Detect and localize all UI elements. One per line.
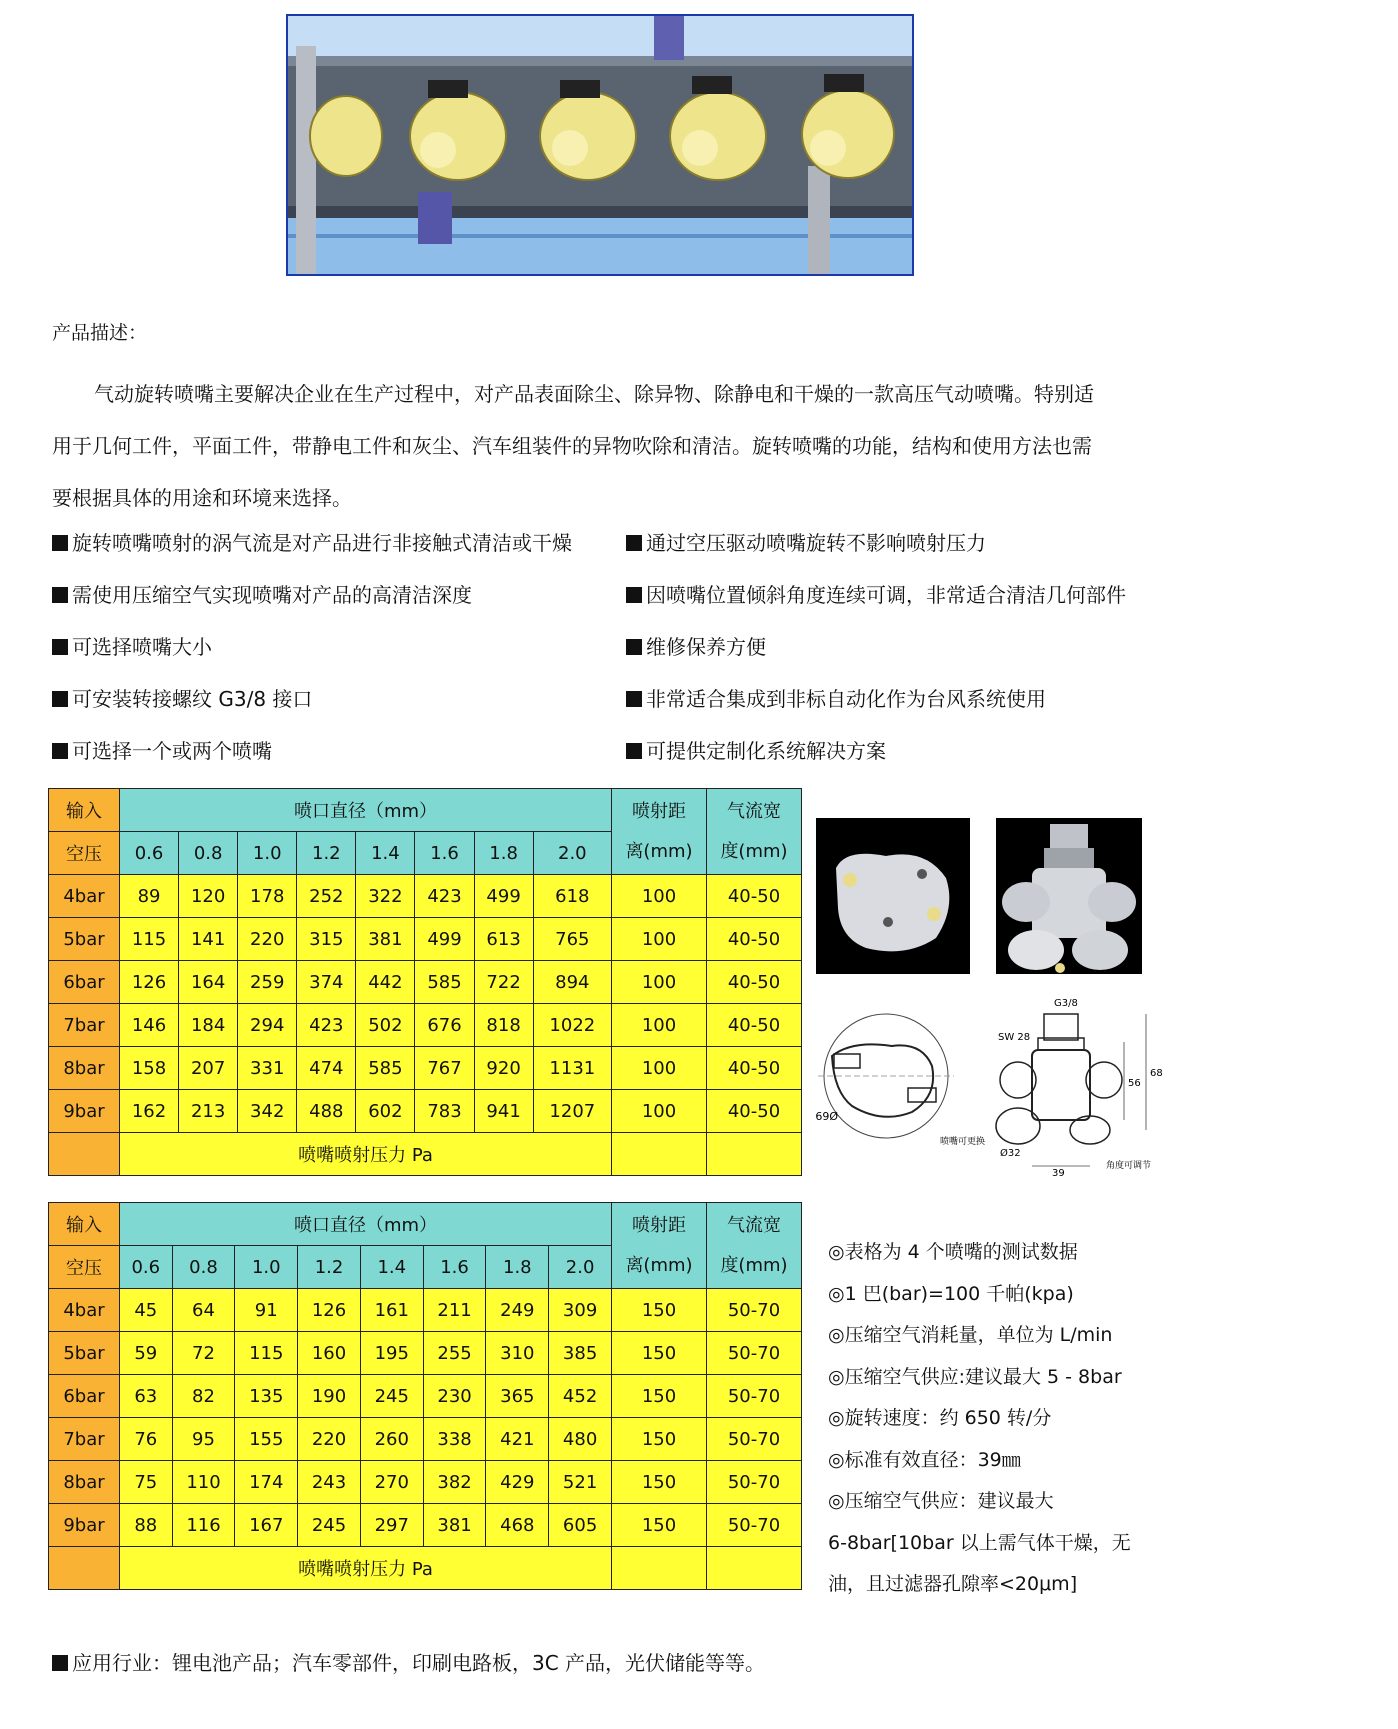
hero-illustration [286, 14, 914, 276]
feature-item: 可选择一个或两个喷嘴 [52, 738, 272, 764]
value-cell: 270 [360, 1461, 423, 1504]
footer-blank-cell [49, 1547, 120, 1590]
value-cell: 1131 [533, 1047, 611, 1090]
width-cell: 40-50 [707, 1047, 802, 1090]
value-cell: 676 [415, 1004, 474, 1047]
input-header: 输入 [49, 1203, 120, 1246]
value-cell: 429 [486, 1461, 549, 1504]
value-cell: 452 [549, 1375, 612, 1418]
note-item: 油，且过滤器孔隙率<20μm] [828, 1573, 1078, 1595]
diameter-cell: 1.8 [486, 1246, 549, 1289]
value-cell: 894 [533, 961, 611, 1004]
value-cell: 618 [533, 875, 611, 918]
value-cell: 75 [120, 1461, 173, 1504]
note-item: ◎1 巴(bar)=100 千帕(kpa) [828, 1282, 1074, 1305]
distance-cell: 100 [612, 961, 707, 1004]
value-cell: 1022 [533, 1004, 611, 1047]
input-header: 空压 [49, 832, 120, 875]
diameter-cell: 0.8 [179, 832, 238, 875]
distance-cell: 100 [612, 1090, 707, 1133]
distance-cell: 100 [612, 918, 707, 961]
diameter-cell: 1.0 [235, 1246, 298, 1289]
value-cell: 252 [297, 875, 356, 918]
pressure-cell: 4bar [49, 875, 120, 918]
diameter-cell: 1.2 [298, 1246, 361, 1289]
top-view-drawing [812, 996, 960, 1146]
value-cell: 120 [179, 875, 238, 918]
pressure-cell: 6bar [49, 1375, 120, 1418]
feature-item: 维修保养方便 [626, 634, 766, 660]
note-item: ◎标准有效直径：39㎜ [828, 1448, 1021, 1471]
dia-69-label: Ø69 [815, 1109, 838, 1122]
diameter-header: 喷口直径（mm） [120, 789, 612, 832]
value-cell: 365 [486, 1375, 549, 1418]
width-cell: 50-70 [707, 1461, 802, 1504]
distance-cell: 100 [612, 875, 707, 918]
value-cell: 374 [297, 961, 356, 1004]
distance-header: 喷射距 离(mm) [612, 1203, 707, 1289]
square-bullet-icon [52, 743, 68, 759]
value-cell: 521 [549, 1461, 612, 1504]
value-cell: 818 [474, 1004, 533, 1047]
nozzle-photo-front [996, 818, 1142, 974]
value-cell: 178 [238, 875, 297, 918]
value-cell: 783 [415, 1090, 474, 1133]
width-cell: 40-50 [707, 1090, 802, 1133]
value-cell: 322 [356, 875, 415, 918]
value-cell: 126 [298, 1289, 361, 1332]
distance-cell: 150 [612, 1375, 707, 1418]
pressure-cell: 9bar [49, 1504, 120, 1547]
footer-label: 喷嘴喷射压力 Pa [120, 1547, 612, 1590]
thread-label: G3/8 [1054, 998, 1078, 1009]
value-cell: 585 [356, 1047, 415, 1090]
value-cell: 161 [360, 1289, 423, 1332]
table-row [49, 1047, 802, 1090]
value-cell: 230 [423, 1375, 486, 1418]
value-cell: 767 [415, 1047, 474, 1090]
distance-cell: 150 [612, 1332, 707, 1375]
height-68-label: 68 [1150, 1068, 1163, 1079]
distance-header: 喷射距 离(mm) [612, 789, 707, 875]
note-item: ◎表格为 4 个喷嘴的测试数据 [828, 1241, 1078, 1263]
pressure-cell: 6bar [49, 961, 120, 1004]
pressure-table-1 [48, 788, 802, 1176]
value-cell: 260 [360, 1418, 423, 1461]
width-header: 气流宽 度(mm) [707, 789, 802, 875]
input-header: 空压 [49, 1246, 120, 1289]
square-bullet-icon [52, 1655, 68, 1671]
note-item: ◎旋转速度：约 650 转/分 [828, 1407, 1052, 1429]
value-cell: 259 [238, 961, 297, 1004]
value-cell: 421 [486, 1418, 549, 1461]
pressure-cell: 4bar [49, 1289, 120, 1332]
table-row [49, 1418, 802, 1461]
square-bullet-icon [52, 691, 68, 707]
value-cell: 605 [549, 1504, 612, 1547]
value-cell: 220 [298, 1418, 361, 1461]
nozzle-array-illustration [288, 16, 912, 274]
value-cell: 502 [356, 1004, 415, 1047]
feature-item: 非常适合集成到非标自动化作为台风系统使用 [626, 686, 1046, 712]
value-cell: 613 [474, 918, 533, 961]
dia-32-label: Ø32 [1000, 1148, 1021, 1159]
description-line: 用于几何工件，平面工件，带静电工件和灰尘、汽车组装件的异物吹除和清洁。旋转喷嘴的功能，结构和使用方法也需 [52, 434, 1092, 458]
diameter-cell: 2.0 [533, 832, 611, 875]
diameter-cell: 0.6 [120, 1246, 173, 1289]
value-cell: 72 [172, 1332, 235, 1375]
value-cell: 920 [474, 1047, 533, 1090]
diameter-cell: 1.0 [238, 832, 297, 875]
note-item: 6-8bar[10bar 以上需气体干燥，无 [828, 1531, 1131, 1554]
value-cell: 89 [120, 875, 179, 918]
value-cell: 126 [120, 961, 179, 1004]
footer-blank-cell [612, 1547, 707, 1590]
table-row [49, 1004, 802, 1047]
table-row [49, 1375, 802, 1418]
value-cell: 243 [298, 1461, 361, 1504]
value-cell: 488 [297, 1090, 356, 1133]
section-title: 产品描述： [52, 322, 148, 344]
value-cell: 190 [298, 1375, 361, 1418]
feature-item: 可提供定制化系统解决方案 [626, 738, 886, 764]
feature-item: 可选择喷嘴大小 [52, 634, 212, 660]
value-cell: 941 [474, 1090, 533, 1133]
diameter-header: 喷口直径（mm） [120, 1203, 612, 1246]
value-cell: 722 [474, 961, 533, 1004]
table-row [49, 1461, 802, 1504]
diameter-cell: 1.4 [356, 832, 415, 875]
value-cell: 602 [356, 1090, 415, 1133]
value-cell: 95 [172, 1418, 235, 1461]
diameter-cell: 1.2 [297, 832, 356, 875]
note-item: ◎压缩空气消耗量，单位为 L/min [828, 1324, 1113, 1346]
distance-cell: 150 [612, 1504, 707, 1547]
diameter-cell: 1.6 [423, 1246, 486, 1289]
value-cell: 45 [120, 1289, 173, 1332]
value-cell: 135 [235, 1375, 298, 1418]
diameter-cell: 0.6 [120, 832, 179, 875]
application-line: 应用行业：锂电池产品；汽车零部件，印刷电路板，3C 产品，光伏储能等等。 [52, 1650, 765, 1676]
value-cell: 115 [235, 1332, 298, 1375]
pressure-table-2 [48, 1202, 802, 1590]
square-bullet-icon [52, 587, 68, 603]
width-cell: 40-50 [707, 1004, 802, 1047]
value-cell: 423 [415, 875, 474, 918]
value-cell: 338 [423, 1418, 486, 1461]
diameter-cell: 0.8 [172, 1246, 235, 1289]
pressure-cell: 5bar [49, 918, 120, 961]
value-cell: 141 [179, 918, 238, 961]
value-cell: 116 [172, 1504, 235, 1547]
table-row [49, 1090, 802, 1133]
value-cell: 423 [297, 1004, 356, 1047]
value-cell: 381 [423, 1504, 486, 1547]
square-bullet-icon [626, 691, 642, 707]
value-cell: 184 [179, 1004, 238, 1047]
footer-blank-cell [707, 1133, 802, 1176]
note-item: ◎压缩空气供应：建议最大 [828, 1490, 1054, 1512]
value-cell: 245 [360, 1375, 423, 1418]
value-cell: 155 [235, 1418, 298, 1461]
value-cell: 315 [297, 918, 356, 961]
note-adjustable-label: 角度可调节 [1106, 1161, 1152, 1171]
note-item: ◎压缩空气供应:建议最大 5 - 8bar [828, 1365, 1122, 1388]
side-view-drawing [940, 990, 1180, 1176]
value-cell: 294 [238, 1004, 297, 1047]
value-cell: 146 [120, 1004, 179, 1047]
width-cell: 50-70 [707, 1289, 802, 1332]
width-cell: 50-70 [707, 1504, 802, 1547]
value-cell: 1207 [533, 1090, 611, 1133]
diameter-cell: 1.6 [415, 832, 474, 875]
product-description [52, 368, 1182, 524]
pressure-cell: 9bar [49, 1090, 120, 1133]
input-header: 输入 [49, 789, 120, 832]
value-cell: 160 [298, 1332, 361, 1375]
value-cell: 342 [238, 1090, 297, 1133]
value-cell: 91 [235, 1289, 298, 1332]
value-cell: 213 [179, 1090, 238, 1133]
table-row [49, 1289, 802, 1332]
value-cell: 207 [179, 1047, 238, 1090]
value-cell: 195 [360, 1332, 423, 1375]
value-cell: 76 [120, 1418, 173, 1461]
table-row [49, 875, 802, 918]
value-cell: 249 [486, 1289, 549, 1332]
value-cell: 385 [549, 1332, 612, 1375]
value-cell: 585 [415, 961, 474, 1004]
distance-cell: 100 [612, 1004, 707, 1047]
footer-label: 喷嘴喷射压力 Pa [120, 1133, 612, 1176]
table-row [49, 961, 802, 1004]
height-56-label: 56 [1128, 1078, 1141, 1089]
value-cell: 211 [423, 1289, 486, 1332]
value-cell: 381 [356, 918, 415, 961]
value-cell: 297 [360, 1504, 423, 1547]
footer-blank-cell [49, 1133, 120, 1176]
value-cell: 63 [120, 1375, 173, 1418]
width-39-label: 39 [1052, 1168, 1065, 1176]
value-cell: 382 [423, 1461, 486, 1504]
square-bullet-icon [52, 535, 68, 551]
wrench-label: SW 28 [998, 1032, 1031, 1043]
square-bullet-icon [626, 535, 642, 551]
value-cell: 82 [172, 1375, 235, 1418]
value-cell: 480 [549, 1418, 612, 1461]
table-row [49, 918, 802, 961]
diameter-cell: 2.0 [549, 1246, 612, 1289]
value-cell: 474 [297, 1047, 356, 1090]
distance-cell: 150 [612, 1289, 707, 1332]
width-cell: 40-50 [707, 961, 802, 1004]
pressure-cell: 8bar [49, 1461, 120, 1504]
notes-list [828, 1232, 1168, 1606]
feature-item: 因喷嘴位置倾斜角度连续可调，非常适合清洁几何部件 [626, 582, 1126, 608]
square-bullet-icon [626, 639, 642, 655]
width-header: 气流宽 度(mm) [707, 1203, 802, 1289]
pressure-cell: 7bar [49, 1418, 120, 1461]
value-cell: 468 [486, 1504, 549, 1547]
width-cell: 50-70 [707, 1418, 802, 1461]
feature-item: 可安装转接螺纹 G3/8 接口 [52, 686, 312, 712]
value-cell: 88 [120, 1504, 173, 1547]
nozzle-photo-side [816, 818, 970, 974]
value-cell: 309 [549, 1289, 612, 1332]
value-cell: 59 [120, 1332, 173, 1375]
value-cell: 255 [423, 1332, 486, 1375]
description-line: 气动旋转喷嘴主要解决企业在生产过程中，对产品表面除尘、除异物、除静电和干燥的一款高压气动喷嘴。特别适 [94, 382, 1094, 406]
description-line: 要根据具体的用途和环境来选择。 [52, 486, 352, 510]
value-cell: 499 [415, 918, 474, 961]
diameter-cell: 1.4 [360, 1246, 423, 1289]
value-cell: 110 [172, 1461, 235, 1504]
pressure-cell: 8bar [49, 1047, 120, 1090]
value-cell: 245 [298, 1504, 361, 1547]
table-row [49, 1504, 802, 1547]
width-cell: 40-50 [707, 875, 802, 918]
value-cell: 220 [238, 918, 297, 961]
width-cell: 50-70 [707, 1332, 802, 1375]
distance-cell: 100 [612, 1047, 707, 1090]
pressure-cell: 5bar [49, 1332, 120, 1375]
square-bullet-icon [626, 743, 642, 759]
table-row [49, 1332, 802, 1375]
value-cell: 174 [235, 1461, 298, 1504]
feature-item: 需使用压缩空气实现喷嘴对产品的高清洁深度 [52, 582, 472, 608]
square-bullet-icon [52, 639, 68, 655]
feature-item: 通过空压驱动喷嘴旋转不影响喷射压力 [626, 530, 986, 556]
note-replaceable-label: 喷嘴可更换 [940, 1137, 986, 1147]
value-cell: 499 [474, 875, 533, 918]
square-bullet-icon [626, 587, 642, 603]
value-cell: 162 [120, 1090, 179, 1133]
value-cell: 765 [533, 918, 611, 961]
value-cell: 64 [172, 1289, 235, 1332]
footer-blank-cell [612, 1133, 707, 1176]
footer-blank-cell [707, 1547, 802, 1590]
value-cell: 115 [120, 918, 179, 961]
distance-cell: 150 [612, 1418, 707, 1461]
diameter-cell: 1.8 [474, 832, 533, 875]
value-cell: 331 [238, 1047, 297, 1090]
value-cell: 442 [356, 961, 415, 1004]
value-cell: 310 [486, 1332, 549, 1375]
pressure-cell: 7bar [49, 1004, 120, 1047]
value-cell: 158 [120, 1047, 179, 1090]
value-cell: 164 [179, 961, 238, 1004]
distance-cell: 150 [612, 1461, 707, 1504]
width-cell: 40-50 [707, 918, 802, 961]
value-cell: 167 [235, 1504, 298, 1547]
feature-item: 旋转喷嘴喷射的涡气流是对产品进行非接触式清洁或干燥 [52, 530, 572, 556]
width-cell: 50-70 [707, 1375, 802, 1418]
